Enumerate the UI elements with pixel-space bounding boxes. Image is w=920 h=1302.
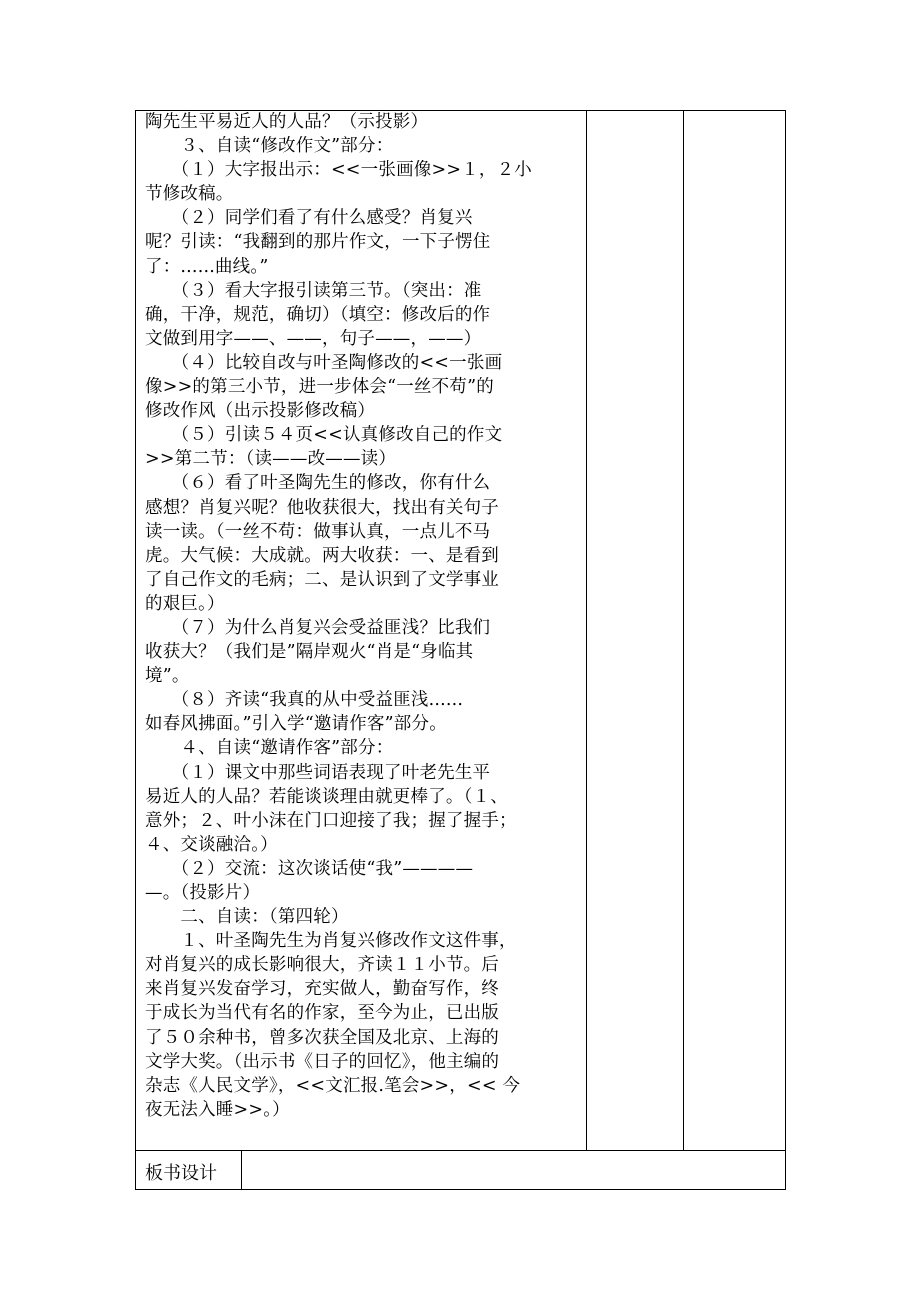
column-divider-1: [586, 110, 587, 1151]
text-line: >>第二节：（读——改——读）: [145, 449, 397, 470]
text-line: 夜无法入睡>>。）: [145, 1099, 290, 1120]
text-line: 杂志《人民文学》，<<文汇报.笔会>>，<< 今: [145, 1075, 521, 1096]
text-line: 于成长为当代有名的作家，至今为止，已出版: [145, 1003, 499, 1024]
text-line: 对肖复兴的成长影响很大，齐读１１小节。后: [145, 955, 499, 976]
text-line: （３）看大字报引读第三节。（突出：准: [145, 280, 482, 301]
text-line: １、叶圣陶先生为肖复兴修改作文这件事，: [145, 931, 517, 952]
text-line: 如春风拂面。”引入学“邀请作客”部分。: [145, 714, 447, 735]
column-divider-2: [683, 110, 684, 1151]
text-line: 二、自读：（第四轮）: [145, 907, 349, 928]
text-line: （６）看了叶圣陶先生的修改，你有什么: [145, 473, 491, 494]
lesson-text: [145, 110, 585, 1122]
text-line: ３、自读“修改作文”部分：: [145, 136, 394, 157]
text-line: 境”。: [145, 666, 190, 687]
text-line: 来肖复兴发奋学习，充实做人，勤奋写作，终: [145, 979, 499, 1000]
text-line: ４、自读“邀请作客”部分：: [145, 738, 394, 759]
text-line: （７）为什么肖复兴会受益匪浅？比我们: [145, 617, 491, 638]
text-line: （５）引读５４页<<认真修改自己的作文: [145, 425, 503, 446]
text-line: 易近人的人品？若能谈谈理由就更棒了。（１、: [145, 786, 508, 807]
footer-divider: [241, 1150, 242, 1190]
text-line: 像>>的第三小节，进一步体会“一丝不苟”的: [145, 377, 494, 398]
text-line: 节修改稿。: [145, 184, 234, 205]
board-design-label: 板书设计: [145, 1163, 217, 1184]
text-line: （８）齐读“我真的从中受益匪浅......: [145, 690, 464, 711]
text-line: （２）同学们看了有什么感受？肖复兴: [145, 208, 473, 229]
text-line: 了：......曲线。”: [145, 256, 269, 277]
text-line: （４）比较自改与叶圣陶修改的<<一张画: [145, 352, 503, 373]
text-line: 的艰巨。）: [145, 593, 225, 614]
text-line: 了５０余种书，曾多次获全国及北京、上海的: [145, 1027, 499, 1048]
text-line: 文做到用字——、——，句子——，——）: [145, 328, 482, 349]
text-line: 陶先生平易近人的人品？（示投影）: [145, 112, 429, 132]
text-line: 意外；２、叶小沫在门口迎接了我；握了握手；: [145, 810, 517, 831]
text-line: ４、交谈融洽。）: [145, 834, 278, 855]
text-line: 感想？肖复兴呢？他收获很大，找出有关句子: [145, 497, 499, 518]
row-divider: [135, 1150, 786, 1151]
text-line: （１）大字报出示：<<一张画像>>１，２小: [145, 160, 533, 181]
text-line: （１）课文中那些词语表现了叶老先生平: [145, 762, 491, 783]
text-line: 修改作风（出示投影修改稿）: [145, 401, 376, 422]
text-line: 文学大奖。（出示书《日子的回忆》，他主编的: [145, 1051, 500, 1072]
text-line: 确，干净，规范，确切）（填空：修改后的作: [145, 304, 491, 325]
text-line: —。（投影片）: [145, 883, 261, 903]
text-line: 收获大？（我们是”隔岸观火“肖是“身临其: [145, 642, 474, 663]
text-line: 了自己作文的毛病；二、是认识到了文学事业: [145, 569, 499, 590]
text-line: 读一读。（一丝不苟：做事认真，一点儿不马: [145, 521, 491, 542]
text-line: （２）交流：这次谈话使“我”————: [145, 858, 474, 879]
text-line: 呢？引读：“我翻到的那片作文，一下子愣住: [145, 232, 491, 253]
text-line: 虎。大气候：大成就。两大收获：一、是看到: [145, 545, 499, 566]
